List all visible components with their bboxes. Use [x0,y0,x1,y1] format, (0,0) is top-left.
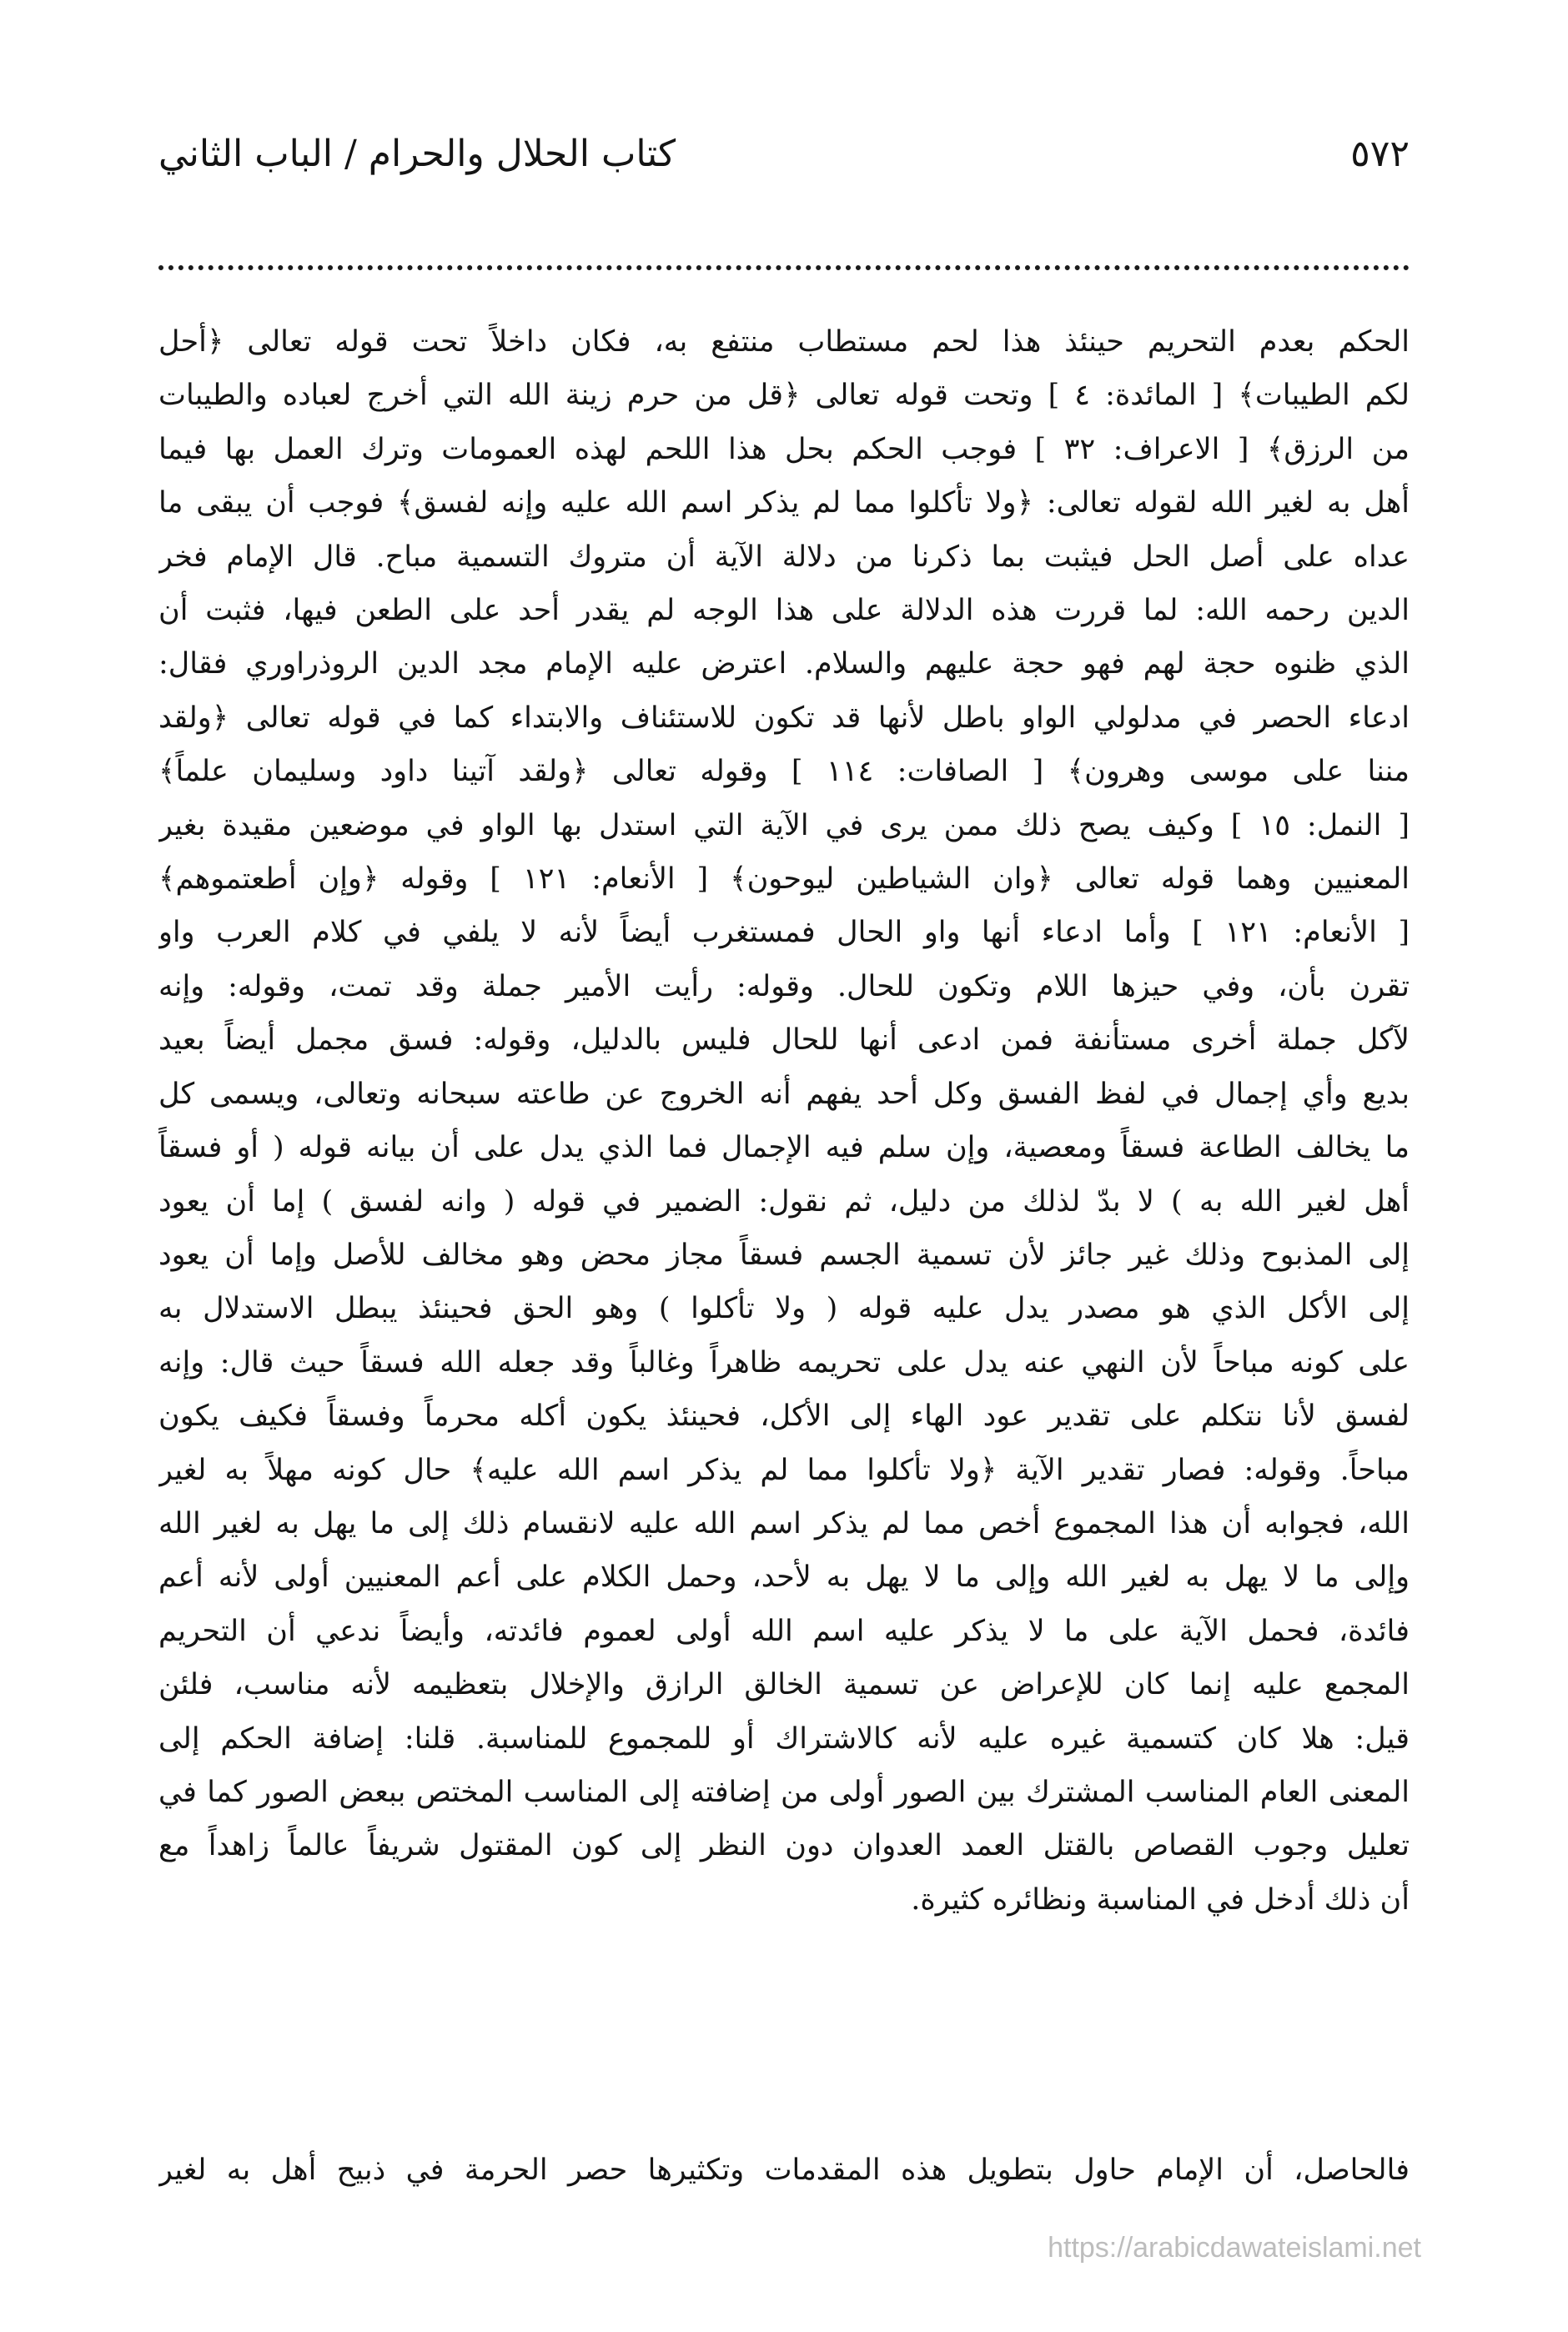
text-line: تقرن بأن، وفي حيزها اللام وتكون للحال. وقوله: رأيت الأمير جملة وقد تمت، وقوله: وإنه [158,969,1410,1003]
text-line: الذي ظنوه حجة لهم فهو حجة عليهم والسلام. اعترض عليه الإمام مجد الدين الروذراوري فقال: [158,647,1410,681]
text-line: الحكم بعدم التحريم حينئذ هذا لحم مستطاب منتفع به، فكان داخلاً تحت قوله تعالى ﴿أحل [158,325,1410,359]
page-header [158,125,1410,183]
text-line: أهل به لغير الله لقوله تعالى: ﴿ولا تأكلوا مما لم يذكر اسم الله عليه وإنه لفسق﴾ فوجب أن يبقى ما [158,486,1410,520]
text-line: قيل: هلا كان كتسمية غيره عليه لأنه كالاشتراك أو للمجموع للمناسبة. قلنا: إضافة الحكم إلى [158,1721,1410,1756]
text-line: [ الأنعام: ١٢١ ] وأما ادعاء أنها واو الحال فمستغرب أيضاً لأنه لا يلفي في كلام العرب واو [158,916,1410,950]
text-line: على كونه مباحاً لأن النهي عنه يدل على تحريمه ظاهراً وغالباً وقد جعله الله فسقاً حيث قال: وإنه [158,1345,1410,1380]
text-line: تعليل وجوب القصاص بالقتل العمد العدوان دون النظر إلى كون المقتول شريفاً عالماً زاهداً مع [158,1829,1410,1863]
text-line: إلى المذبوح وذلك غير جائز لأن تسمية الجسم فسقاً مجاز محض وهو مخالف للأصل وإما أن يعود [158,1238,1410,1272]
text-line: أن ذلك أدخل في المناسبة ونظائره كثيرة. [911,1882,1410,1917]
text-line: الدين رحمه الله: لما قررت هذه الدلالة على هذا الوجه لم يقدر أحد على الطعن فيها، فثبت أن [158,594,1410,628]
text-line: ما يخالف الطاعة فسقاً ومعصية، وإن سلم فيه الإجمال فما الذي يدل على أن بيانه قوله ( أو فسقاً [158,1131,1410,1165]
text-line: المعنيين وهما قوله تعالى ﴿وان الشياطين ليوحون﴾ [ الأنعام: ١٢١ ] وقوله ﴿وإن أطعتموهم﴾ [158,862,1410,897]
text-line: أهل لغير الله به ) لا بدّ لذلك من دليل، ثم نقول: الضمير في قوله ( وانه لفسق ) إما أن يعود [158,1184,1410,1219]
text-line: مباحاً. وقوله: فصار تقدير الآية ﴿ولا تأكلوا مما لم يذكر اسم الله عليه﴾ حال كونه مهلاً به لغير [158,1453,1410,1487]
text-line: لكم الطيبات﴾ [ المائدة: ٤ ] وتحت قوله تعالى ﴿قل من حرم زينة الله التي أخرج لعباده والطيبات [158,379,1410,413]
watermark-url: https://arabicdawateislami.net [1048,2232,1421,2264]
body-paragraph [158,315,1410,1927]
text-line: لآكل جملة أخرى مستأنفة فمن ادعى أنها للحال فليس بالدليل، وقوله: فسق مجمل أيضاً بعيد [158,1023,1410,1058]
page-number: ٥٧٢ [1350,133,1410,175]
text-line: فائدة، فحمل الآية على ما لا يذكر عليه اسم الله أولى لعموم فائدته، وأيضاً ندعي أن التحريم [158,1614,1410,1648]
dotted-separator [158,265,1410,270]
text-line: المجمع عليه إنما كان للإعراض عن تسمية الخالق الرازق والإخلال بتعظيمه لأنه مناسب، فلئن [158,1668,1410,1702]
text-line: الله، فجوابه أن هذا المجموع أخص مما لم يذكر اسم الله عليه لانقسام ذلك إلى ما يهل به لغير الله [158,1506,1410,1540]
text-line: لفسق لأنا نتكلم على تقدير عود الهاء إلى الأكل، فحينئذ يكون أكله محرماً وفسقاً فكيف يكون [158,1400,1410,1434]
text-line: ادعاء الحصر في مدلولي الواو باطل لأنها قد تكون للاستئناف والابتداء كما في قوله تعالى ﴿ولقد [158,701,1410,735]
text-line: المعنى العام المناسب المشترك بين الصور أولى من إضافته إلى المناسب المختص ببعض الصور كما في [158,1775,1410,1809]
running-title: كتاب الحلال والحرام / الباب الثاني [158,133,676,175]
text-line: [ النمل: ١٥ ] وكيف يصح ذلك ممن يرى في الآية التي استدل بها الواو في موضعين مقيدة بغير [158,808,1410,842]
text-line: مننا على موسى وهرون﴾ [ الصافات: ١١٤ ] وقوله تعالى ﴿ولقد آتينا داود وسليمان علماً﴾ [158,755,1410,789]
text-line: من الرزق﴾ [ الاعراف: ٣٢ ] فوجب الحكم بحل هذا اللحم لهذه العمومات وترك العمل بها فيما [158,432,1410,466]
text-line: وإلى ما لا يهل به لغير الله وإلى ما لا يهل به لأحد، وحمل الكلام على أعم المعنيين أولى لأنه أعم [158,1561,1410,1595]
text-line: إلى الأكل الذي هو مصدر يدل عليه قوله ( ولا تأكلوا ) وهو الحق فحينئذ يبطل الاستدلال به [158,1292,1410,1326]
text-line: عداه على أصل الحل فيثبت بما ذكرنا من دلالة الآية أن متروك التسمية مباح. قال الإمام فخر [158,540,1410,574]
text-line: بديع وأي إجمال في لفظ الفسق وكل أحد يفهم أنه الخروج عن طاعته سبحانه وتعالى، ويسمى كل [158,1077,1410,1111]
closing-line: فالحاصل، أن الإمام حاول بتطويل هذه المقدمات وتكثيرها حصر الحرمة في ذبيح أهل به لغير [158,2154,1410,2187]
